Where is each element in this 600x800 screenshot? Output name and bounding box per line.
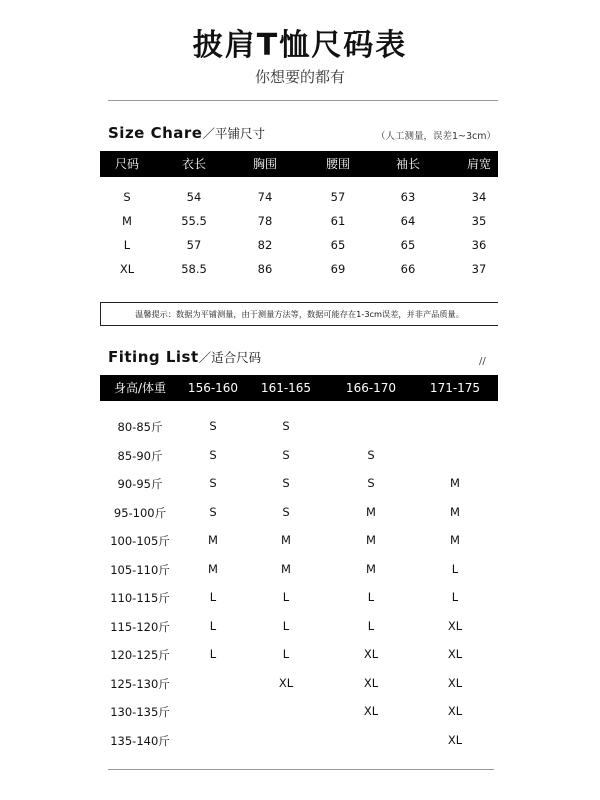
fitting-list-cell: 85-90斤 bbox=[117, 448, 163, 463]
size-chart-heading-en: Size Chare bbox=[108, 124, 203, 142]
fitting-list-header-col-3: 166-170 bbox=[345, 381, 397, 395]
size-chart-cell: 86 bbox=[257, 262, 273, 276]
fitting-list-cell: M bbox=[450, 533, 460, 547]
size-chart-header-col-3: 腰围 bbox=[325, 157, 351, 171]
size-chart-heading-cn: ／平铺尺寸 bbox=[202, 126, 265, 141]
measurement-tip: 温馨提示：数据为平铺测量，由于测量方法等，数据可能存在1-3cm误差，并非产品质量。 bbox=[100, 302, 498, 326]
fitting-list-cell: L bbox=[367, 590, 375, 604]
size-chart-heading bbox=[108, 124, 265, 142]
fitting-list-cell: M bbox=[366, 561, 376, 576]
size-chart-cell: L bbox=[123, 238, 131, 252]
fitting-list-cell: L bbox=[282, 647, 290, 661]
fitting-list-cell: M bbox=[450, 504, 460, 519]
fitting-list-cell: 90-95斤 bbox=[117, 477, 163, 491]
fitting-list-cell: 120-125斤 bbox=[110, 648, 170, 662]
fitting-list-header-col-2: 161-165 bbox=[260, 381, 312, 395]
size-chart-cell: 82 bbox=[257, 238, 273, 252]
size-chart-cell: 69 bbox=[330, 262, 346, 276]
fitting-list-cell: L bbox=[367, 618, 375, 633]
size-chart-cell: 58.5 bbox=[181, 262, 207, 276]
size-chart-cell: 37 bbox=[471, 262, 487, 276]
fitting-list-cell: XL bbox=[447, 618, 463, 633]
measurement-note: （人工测量，误差1~3cm） bbox=[376, 131, 497, 142]
size-chart-header-band bbox=[100, 151, 498, 177]
fitting-list-cell: 100-105斤 bbox=[110, 534, 170, 548]
slash-mark: // bbox=[479, 356, 486, 367]
fitting-list-cell: M bbox=[366, 533, 376, 547]
size-chart-cell: 78 bbox=[257, 214, 273, 228]
size-chart-cell: 57 bbox=[186, 238, 202, 252]
fitting-list-cell: 95-100斤 bbox=[113, 505, 167, 520]
size-chart-cell: S bbox=[123, 190, 131, 204]
size-chart-cell: 66 bbox=[400, 262, 416, 276]
fitting-list-cell: XL bbox=[447, 647, 463, 661]
size-chart-cell: 65 bbox=[400, 238, 416, 252]
fitting-list-cell: S bbox=[209, 476, 217, 490]
size-chart-cell: 36 bbox=[471, 238, 487, 252]
top-divider bbox=[108, 100, 498, 101]
fitting-list-cell: XL bbox=[447, 732, 463, 747]
fitting-list-header-col-0: 身高/体重 bbox=[113, 381, 167, 395]
size-chart-header-col-2: 胸围 bbox=[252, 157, 278, 171]
fitting-list-cell: L bbox=[451, 561, 459, 576]
fitting-list-cell: M bbox=[208, 533, 218, 547]
size-chart-cell: 74 bbox=[257, 190, 273, 204]
fitting-list-cell: XL bbox=[447, 704, 463, 718]
fitting-list-cell: 105-110斤 bbox=[110, 562, 170, 577]
fitting-list-heading-cn: ／适合尺码 bbox=[198, 350, 262, 365]
fitting-list-cell: L bbox=[209, 618, 217, 633]
fitting-list-cell: 115-120斤 bbox=[110, 619, 170, 634]
size-chart-cell: 63 bbox=[400, 190, 416, 204]
fitting-list-cell: L bbox=[282, 618, 290, 633]
fitting-list-cell: L bbox=[209, 647, 217, 661]
fitting-list-cell: S bbox=[209, 504, 217, 519]
page-subtitle: 你想要的都有 bbox=[254, 68, 345, 86]
fitting-list-cell: XL bbox=[278, 675, 294, 690]
size-chart-header-col-5: 肩宽 bbox=[466, 157, 492, 171]
fitting-list-cell: 110-115斤 bbox=[110, 591, 170, 605]
fitting-list-cell: 130-135斤 bbox=[110, 705, 170, 719]
fitting-list-cell: XL bbox=[363, 647, 379, 661]
fitting-list-cell: S bbox=[282, 476, 290, 490]
fitting-list-cell: M bbox=[281, 561, 291, 576]
fitting-list-cell: S bbox=[209, 419, 217, 433]
fitting-list-header-col-1: 156-160 bbox=[187, 381, 239, 395]
fitting-list-cell: 135-140斤 bbox=[110, 733, 170, 748]
size-chart-cell: 61 bbox=[330, 214, 346, 228]
size-chart-cell: 65 bbox=[330, 238, 346, 252]
fitting-list-cell: M bbox=[450, 476, 460, 490]
fitting-list-cell: L bbox=[282, 590, 290, 604]
size-chart-cell: 34 bbox=[471, 190, 487, 204]
fitting-list-cell: S bbox=[282, 447, 290, 462]
size-chart-cell: 57 bbox=[330, 190, 346, 204]
fitting-list-cell: S bbox=[282, 419, 290, 433]
fitting-list-cell: 80-85斤 bbox=[117, 420, 163, 434]
page-title: 披肩T恤尺码表 bbox=[192, 28, 408, 63]
fitting-list-cell: XL bbox=[363, 675, 379, 690]
size-chart-header-col-0: 尺码 bbox=[114, 157, 140, 171]
fitting-list-heading bbox=[108, 348, 261, 366]
size-chart-cell: 55.5 bbox=[181, 214, 207, 228]
size-chart-cell: 35 bbox=[471, 214, 487, 228]
fitting-list-cell: S bbox=[367, 447, 375, 462]
fitting-list-cell: L bbox=[209, 590, 217, 604]
fitting-list-cell: XL bbox=[363, 704, 379, 718]
fitting-list-cell: M bbox=[366, 504, 376, 519]
fitting-list-cell: M bbox=[281, 533, 291, 547]
size-chart-cell: 54 bbox=[186, 190, 202, 204]
size-chart-cell: 64 bbox=[400, 214, 416, 228]
size-chart-header-col-4: 袖长 bbox=[395, 157, 421, 171]
fitting-list-cell: S bbox=[209, 447, 217, 462]
fitting-list-cell: S bbox=[282, 504, 290, 519]
fitting-list-cell: L bbox=[451, 590, 459, 604]
fitting-list-cell: 125-130斤 bbox=[110, 676, 170, 691]
size-chart-cell: M bbox=[122, 214, 132, 228]
fitting-list-cell: S bbox=[367, 476, 375, 490]
fitting-list-cell: XL bbox=[447, 675, 463, 690]
size-chart-cell: XL bbox=[119, 262, 135, 276]
fitting-list-cell: M bbox=[208, 561, 218, 576]
size-chart-header-col-1: 衣长 bbox=[181, 157, 207, 171]
fitting-list-header-band bbox=[100, 375, 498, 401]
bottom-divider bbox=[108, 769, 494, 770]
fitting-list-heading-en: Fiting List bbox=[108, 348, 199, 366]
fitting-list-header-col-4: 171-175 bbox=[429, 381, 481, 395]
